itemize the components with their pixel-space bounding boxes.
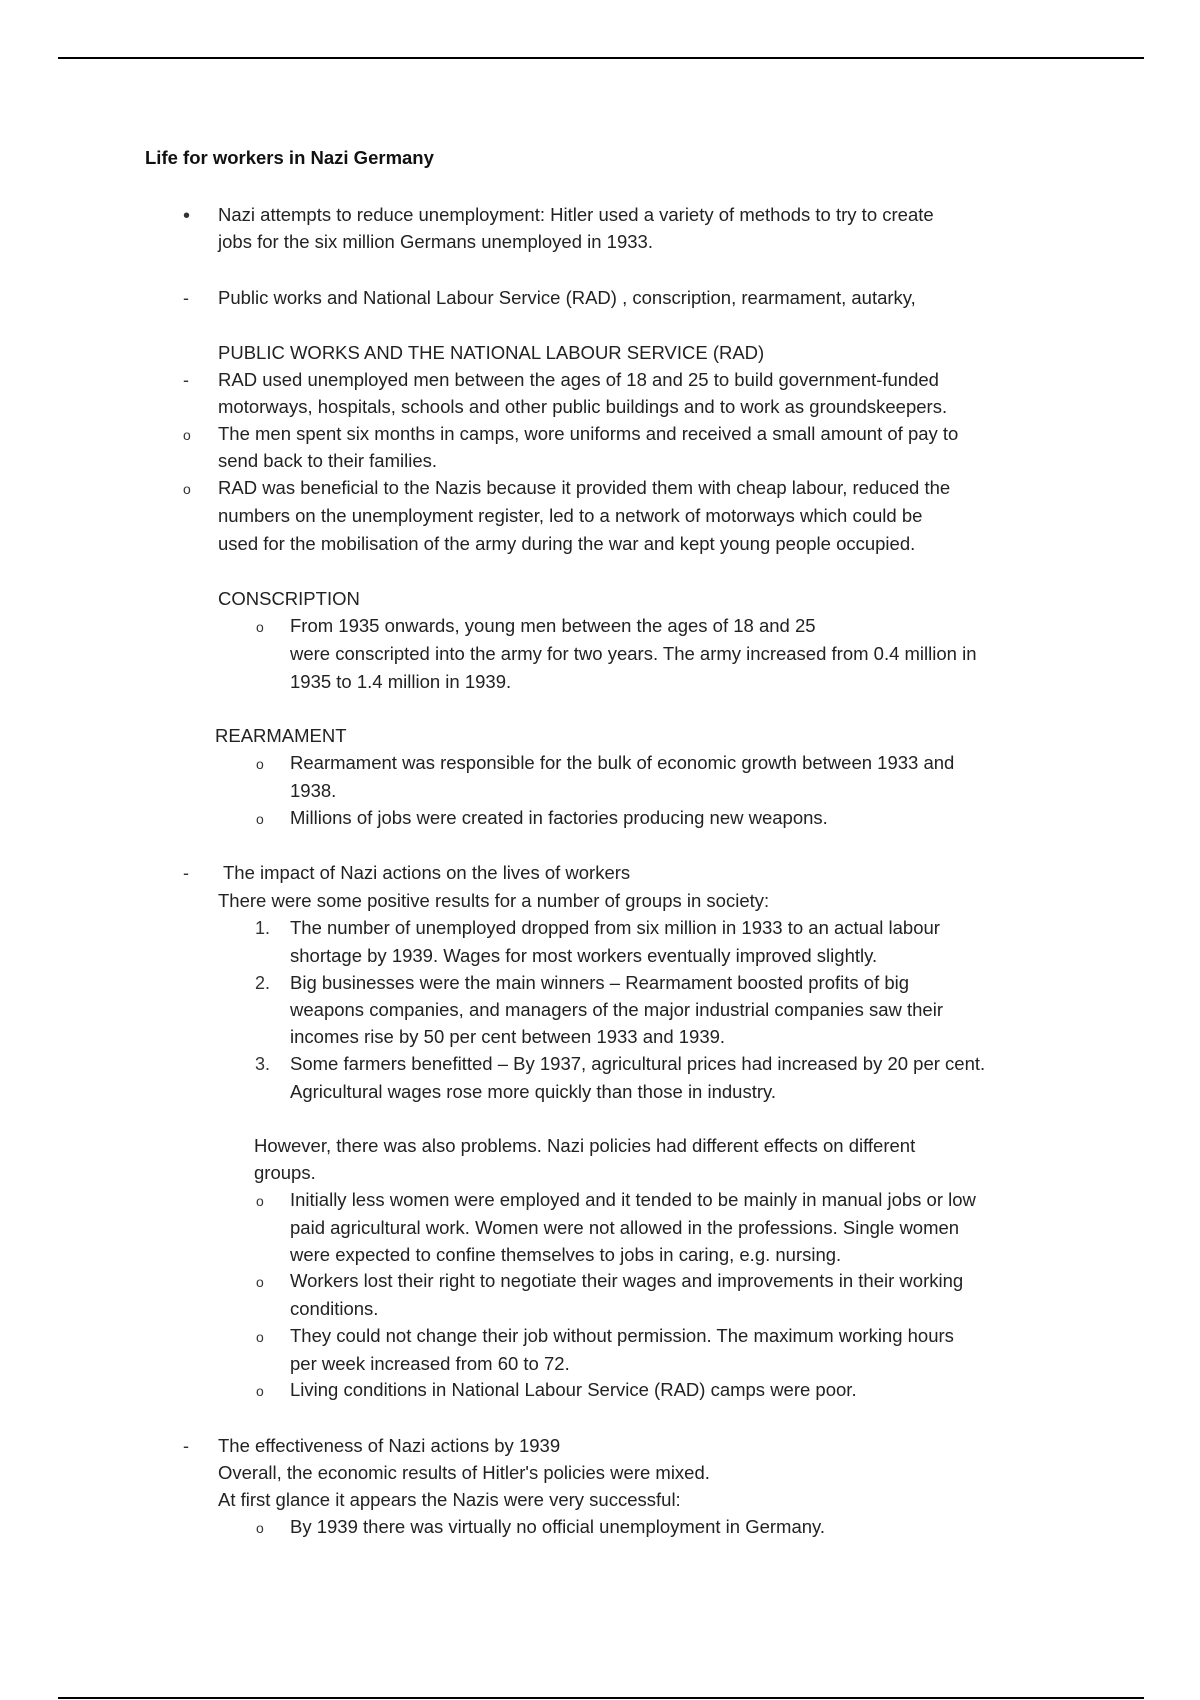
text-line: Big businesses were the main winners – Rearmament boosted profits of big [290,972,910,993]
text-line: Initially less women were employed and it tended to be mainly in manual jobs or low [290,1189,976,1210]
text-line: Living conditions in National Labour Service (RAD) camps were poor. [290,1379,857,1400]
text-line: Rearmament was responsible for the bulk of economic growth between 1933 and [290,752,955,773]
bullet-marker: • [183,205,191,227]
text-line: groups. [254,1162,316,1183]
number-marker: 3. [255,1054,271,1074]
text-line: Public works and National Labour Service (RAD) , conscription, rearmament, autarky, [218,287,916,308]
text-line: By 1939 there was virtually no official unemployment in Germany. [290,1516,826,1537]
circle-marker: o [256,756,264,772]
text-line: paid agricultural work. Women were not allowed in the professions. Single women [290,1217,960,1238]
text-line: Some farmers benefitted – By 1937, agricultural prices had increased by 20 per cent. [290,1053,986,1074]
text-line: Millions of jobs were created in factories producing new weapons. [290,807,828,828]
circle-marker: o [256,1383,264,1399]
text-line: incomes rise by 50 per cent between 1933 and 1939. [290,1026,726,1047]
top-rule [58,57,1144,59]
dash-marker: - [183,863,189,883]
circle-marker: o [256,1520,264,1536]
text-line: They could not change their job without permission. The maximum working hours [290,1325,954,1346]
text-line: The number of unemployed dropped from six million in 1933 to an actual labour [290,917,940,938]
text-line: Nazi attempts to reduce unemployment: Hitler used a variety of methods to try to create [218,204,934,225]
text-line: numbers on the unemployment register, led to a network of motorways which could be [218,505,923,526]
text-line: Agricultural wages rose more quickly than those in industry. [290,1081,777,1102]
text-line: shortage by 1939. Wages for most workers eventually improved slightly. [290,945,878,966]
text-line: were expected to confine themselves to jobs in caring, e.g. nursing. [290,1244,842,1265]
text-line: 1935 to 1.4 million in 1939. [290,671,512,692]
section-heading-effectiveness: The effectiveness of Nazi actions by 1939 [218,1435,561,1456]
circle-marker: o [183,481,191,497]
number-marker: 2. [255,973,271,993]
text-line: conditions. [290,1298,379,1319]
text-line: At first glance it appears the Nazis were very successful: [218,1489,681,1510]
text-line: 1938. [290,780,337,801]
text-line: However, there was also problems. Nazi policies had different effects on different [254,1135,916,1156]
dash-marker: - [183,370,189,390]
text-line: send back to their families. [218,450,438,471]
section-heading-rearmament: REARMAMENT [215,725,347,746]
text-line: Workers lost their right to negotiate their wages and improvements in their working [290,1270,964,1291]
circle-marker: o [256,811,264,827]
text-line: The men spent six months in camps, wore uniforms and received a small amount of pay to [218,423,959,444]
dash-marker: - [183,1436,189,1456]
text-line: motorways, hospitals, schools and other public buildings and to work as groundskeepers. [218,396,948,417]
bottom-rule [58,1697,1144,1699]
text-line: RAD used unemployed men between the ages of 18 and 25 to build government-funded [218,369,939,390]
text-line: were conscripted into the army for two years. The army increased from 0.4 million in [290,643,977,664]
text-line: Overall, the economic results of Hitler's policies were mixed. [218,1462,710,1483]
circle-marker: o [256,619,264,635]
section-heading-public-works: PUBLIC WORKS AND THE NATIONAL LABOUR SERVICE (RAD) [218,342,765,363]
text-line: weapons companies, and managers of the major industrial companies saw their [290,999,943,1020]
section-heading-impact: The impact of Nazi actions on the lives of workers [223,862,631,883]
dash-marker: - [183,288,189,308]
text-line: From 1935 onwards, young men between the ages of 18 and 25 [290,615,816,636]
text-line: per week increased from 60 to 72. [290,1353,570,1374]
text-line: There were some positive results for a number of groups in society: [218,890,770,911]
section-heading-conscription: CONSCRIPTION [218,588,360,609]
text-line: RAD was beneficial to the Nazis because it provided them with cheap labour, reduced the [218,477,951,498]
text-line: used for the mobilisation of the army during the war and kept young people occupied. [218,533,916,554]
circle-marker: o [256,1193,264,1209]
number-marker: 1. [255,918,271,938]
circle-marker: o [256,1274,264,1290]
text-line: jobs for the six million Germans unemployed in 1933. [218,231,653,252]
circle-marker: o [183,427,191,443]
circle-marker: o [256,1329,264,1345]
page-title: Life for workers in Nazi Germany [145,147,434,168]
